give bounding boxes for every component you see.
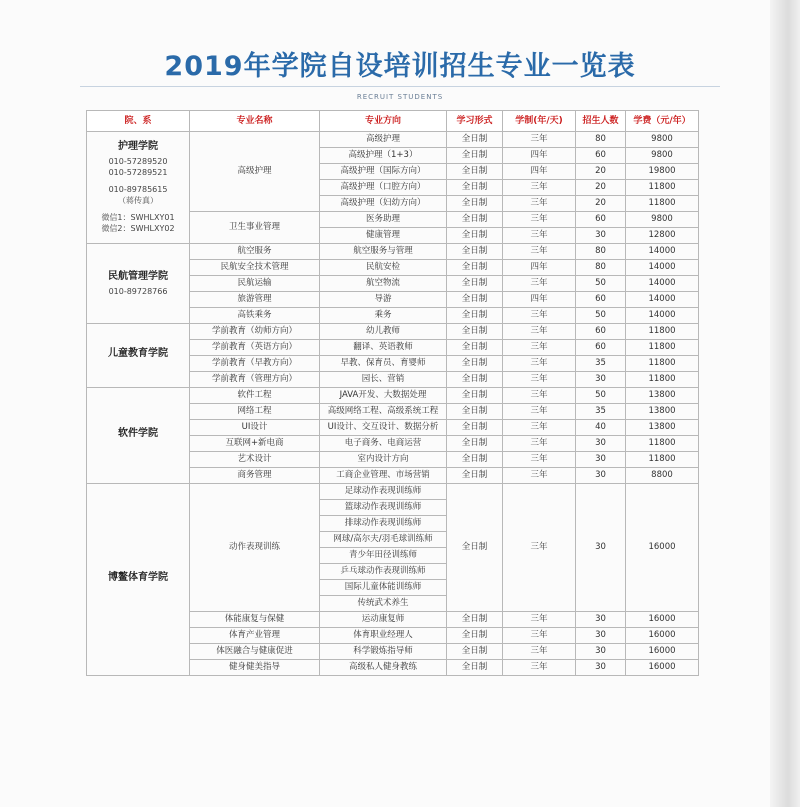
college-phone: 010-89785615 [108,185,168,194]
count-cell: 20 [576,180,626,196]
count-cell: 60 [576,148,626,164]
form-cell: 全日制 [447,420,503,436]
college-phone: 010-57289521 [108,168,168,177]
header-tuition: 学费（元/年） [626,111,699,132]
form-cell: 全日制 [447,244,503,260]
duration-cell: 三年 [503,436,576,452]
form-cell: 全日制 [447,612,503,628]
direction-cell: 室内设计方向 [320,452,447,468]
duration-cell: 三年 [503,452,576,468]
form-cell: 全日制 [447,196,503,212]
form-cell: 全日制 [447,388,503,404]
college-cell-software [87,388,190,484]
count-cell: 30 [576,628,626,644]
duration-cell: 三年 [503,212,576,228]
fee-cell: 14000 [626,292,699,308]
major-cell: 艺术设计 [190,452,320,468]
direction-cell: 高级护理（1+3） [320,148,447,164]
form-cell: 全日制 [447,212,503,228]
form-cell: 全日制 [447,436,503,452]
header-study-form: 学习形式 [447,111,503,132]
table-row [87,324,699,340]
college-name: 民航管理学院 [108,270,168,282]
duration-cell: 三年 [503,340,576,356]
count-cell: 60 [576,340,626,356]
direction-cell: 电子商务、电商运营 [320,436,447,452]
form-cell: 全日制 [447,372,503,388]
count-cell: 30 [576,228,626,244]
duration-cell: 三年 [503,644,576,660]
count-cell: 30 [576,452,626,468]
major-cell: 体育产业管理 [190,628,320,644]
duration-cell: 四年 [503,292,576,308]
count-cell: 30 [576,468,626,484]
table-row [87,244,699,260]
duration-cell: 三年 [503,468,576,484]
fee-cell: 16000 [626,612,699,628]
fee-cell: 12800 [626,228,699,244]
count-cell: 80 [576,244,626,260]
form-cell: 全日制 [447,324,503,340]
duration-cell: 三年 [503,244,576,260]
title-divider [80,86,720,87]
duration-cell: 三年 [503,228,576,244]
form-cell: 全日制 [447,148,503,164]
direction-cell: 乘务 [320,308,447,324]
major-cell: 健身健美指导 [190,660,320,676]
major-cell: 旅游管理 [190,292,320,308]
direction-cell: 科学锻炼指导师 [320,644,447,660]
college-cell-children [87,324,190,388]
duration-cell: 三年 [503,356,576,372]
college-contact: （蒋传真） [118,196,158,205]
count-cell: 30 [576,644,626,660]
count-cell: 20 [576,164,626,180]
fee-cell: 11800 [626,180,699,196]
major-cell: 动作表现训练 [190,484,320,612]
major-cell: 体能康复与保健 [190,612,320,628]
header-duration: 学制(年/天) [503,111,576,132]
count-cell: 40 [576,420,626,436]
fee-cell: 16000 [626,484,699,612]
header-direction: 专业方向 [320,111,447,132]
duration-cell: 三年 [503,276,576,292]
form-cell: 全日制 [447,340,503,356]
fee-cell: 11800 [626,324,699,340]
fee-cell: 16000 [626,644,699,660]
direction-cell: 幼儿教师 [320,324,447,340]
direction-cell: 乒乓球动作表现训练师 [320,564,447,580]
direction-cell: 翻译、英语教师 [320,340,447,356]
duration-cell: 三年 [503,612,576,628]
count-cell: 60 [576,292,626,308]
table-row [87,484,699,500]
count-cell: 80 [576,260,626,276]
direction-cell: 医务助理 [320,212,447,228]
form-cell: 全日制 [447,180,503,196]
count-cell: 50 [576,276,626,292]
duration-cell: 三年 [503,324,576,340]
duration-cell: 四年 [503,260,576,276]
major-cell: 学前教育（幼师方向） [190,324,320,340]
direction-cell: 网球/高尔夫/羽毛球训练师 [320,532,447,548]
enrollment-table [86,110,699,676]
fee-cell: 14000 [626,244,699,260]
major-cell: 民航安全技术管理 [190,260,320,276]
count-cell: 20 [576,196,626,212]
direction-cell: 民航安检 [320,260,447,276]
direction-cell: 工商企业管理、市场营销 [320,468,447,484]
major-cell: 卫生事业管理 [190,212,320,244]
duration-cell: 三年 [503,404,576,420]
college-cell-nursing [87,132,190,244]
college-cell-sports [87,484,190,676]
direction-cell: 早教、保育员、育婴师 [320,356,447,372]
direction-cell: 青少年田径训练师 [320,548,447,564]
direction-cell: JAVA开发、大数据处理 [320,388,447,404]
duration-cell: 三年 [503,388,576,404]
duration-cell: 三年 [503,180,576,196]
form-cell: 全日制 [447,628,503,644]
college-name: 软件学院 [118,428,158,439]
fee-cell: 16000 [626,628,699,644]
duration-cell: 三年 [503,132,576,148]
fee-cell: 11800 [626,372,699,388]
table-header-row [87,111,699,132]
major-cell: UI设计 [190,420,320,436]
duration-cell: 三年 [503,308,576,324]
form-cell: 全日制 [447,484,503,612]
form-cell: 全日制 [447,660,503,676]
header-college: 院、系 [87,111,190,132]
fee-cell: 13800 [626,404,699,420]
major-cell: 航空服务 [190,244,320,260]
college-phone: 010-89728766 [108,286,168,296]
direction-cell: 航空服务与管理 [320,244,447,260]
major-cell: 商务管理 [190,468,320,484]
duration-cell: 四年 [503,148,576,164]
college-name: 护理学院 [118,141,158,152]
college-wechat: 微信2：SWHLXY02 [101,224,175,233]
fee-cell: 11800 [626,436,699,452]
direction-cell: 运动康复师 [320,612,447,628]
duration-cell: 三年 [503,660,576,676]
direction-cell: 高级私人健身教练 [320,660,447,676]
form-cell: 全日制 [447,404,503,420]
count-cell: 60 [576,212,626,228]
college-name: 儿童教育学院 [108,348,168,359]
direction-cell: 园长、营销 [320,372,447,388]
form-cell: 全日制 [447,292,503,308]
fee-cell: 14000 [626,260,699,276]
fee-cell: 16000 [626,660,699,676]
form-cell: 全日制 [447,276,503,292]
count-cell: 30 [576,372,626,388]
direction-cell: 排球动作表现训练师 [320,516,447,532]
direction-cell: 篮球动作表现训练师 [320,500,447,516]
page-title: 2019年学院自设培训招生专业一览表 [164,51,636,82]
count-cell: 30 [576,484,626,612]
major-cell: 高铁乘务 [190,308,320,324]
duration-cell: 三年 [503,196,576,212]
major-cell: 互联网+新电商 [190,436,320,452]
major-cell: 体医融合与健康促进 [190,644,320,660]
fee-cell: 19800 [626,164,699,180]
duration-cell: 三年 [503,372,576,388]
count-cell: 50 [576,308,626,324]
count-cell: 80 [576,132,626,148]
college-wechat: 微信1：SWHLXY01 [101,213,175,222]
major-cell: 学前教育（管理方向） [190,372,320,388]
header-enrollment: 招生人数 [576,111,626,132]
count-cell: 30 [576,436,626,452]
fee-cell: 8800 [626,468,699,484]
direction-cell: 高级护理 [320,132,447,148]
direction-cell: 高级护理（妇幼方向） [320,196,447,212]
fee-cell: 14000 [626,308,699,324]
page-spine-shadow [770,0,800,807]
form-cell: 全日制 [447,228,503,244]
form-cell: 全日制 [447,468,503,484]
major-cell: 民航运输 [190,276,320,292]
fee-cell: 14000 [626,276,699,292]
direction-cell: 导游 [320,292,447,308]
count-cell: 35 [576,356,626,372]
college-cell-aviation [87,244,190,324]
direction-cell: 足球动作表现训练师 [320,484,447,500]
direction-cell: 健康管理 [320,228,447,244]
count-cell: 30 [576,612,626,628]
direction-cell: 高级网络工程、高级系统工程 [320,404,447,420]
page-subtitle: RECRUIT STUDENTS [356,93,444,101]
fee-cell: 13800 [626,420,699,436]
major-cell: 高级护理 [190,132,320,212]
duration-cell: 三年 [503,628,576,644]
fee-cell: 9800 [626,212,699,228]
fee-cell: 9800 [626,148,699,164]
major-cell: 学前教育（早教方向） [190,356,320,372]
table-row [87,132,699,148]
major-cell: 网络工程 [190,404,320,420]
duration-cell: 四年 [503,164,576,180]
fee-cell: 9800 [626,132,699,148]
form-cell: 全日制 [447,308,503,324]
form-cell: 全日制 [447,260,503,276]
direction-cell: 航空物流 [320,276,447,292]
direction-cell: 高级护理（口腔方向） [320,180,447,196]
form-cell: 全日制 [447,452,503,468]
form-cell: 全日制 [447,644,503,660]
fee-cell: 13800 [626,388,699,404]
count-cell: 60 [576,324,626,340]
fee-cell: 11800 [626,340,699,356]
count-cell: 50 [576,388,626,404]
major-cell: 软件工程 [190,388,320,404]
direction-cell: 传统武术养生 [320,596,447,612]
college-phone: 010-57289520 [108,157,168,166]
direction-cell: UI设计、交互设计、数据分析 [320,420,447,436]
count-cell: 35 [576,404,626,420]
direction-cell: 国际儿童体能训练师 [320,580,447,596]
major-cell: 学前教育（英语方向） [190,340,320,356]
form-cell: 全日制 [447,132,503,148]
direction-cell: 高级护理（国际方向） [320,164,447,180]
fee-cell: 11800 [626,196,699,212]
form-cell: 全日制 [447,164,503,180]
count-cell: 30 [576,660,626,676]
college-name: 博鳌体育学院 [108,572,168,583]
table-row [87,388,699,404]
duration-cell: 三年 [503,420,576,436]
fee-cell: 11800 [626,356,699,372]
header-major: 专业名称 [190,111,320,132]
direction-cell: 体育职业经理人 [320,628,447,644]
fee-cell: 11800 [626,452,699,468]
form-cell: 全日制 [447,356,503,372]
duration-cell: 三年 [503,484,576,612]
